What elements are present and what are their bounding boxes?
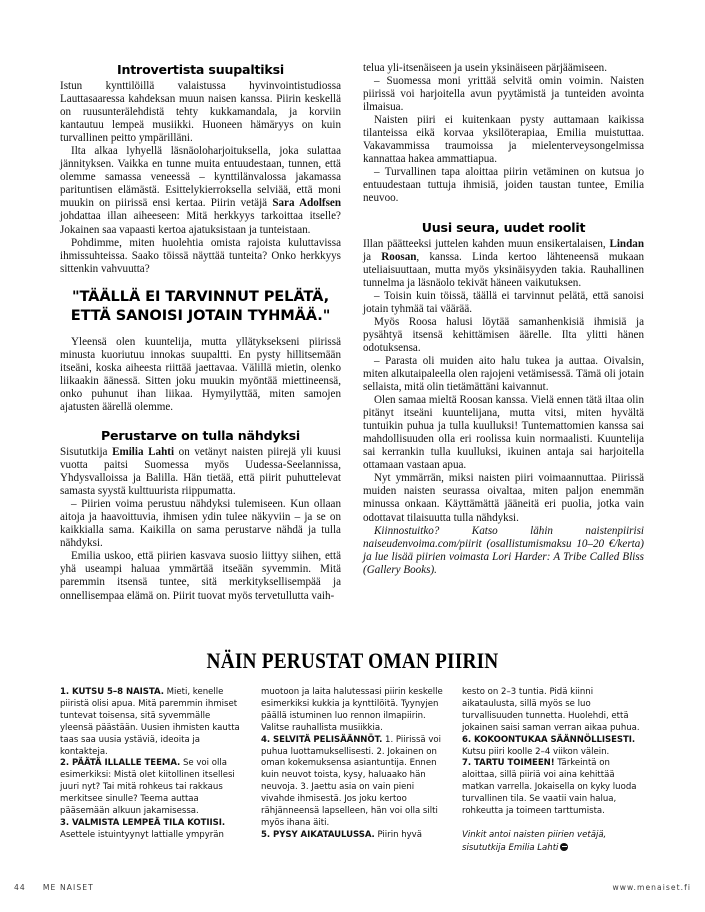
paragraph-text: – Toisin kuin töissä, täällä ei tarvinnut pelätä, että sanoisi jotain tyhmää tai väärää.: [363, 289, 644, 315]
paragraph: [60, 550, 341, 602]
paragraph: [60, 237, 341, 276]
paragraph: [363, 472, 644, 524]
paragraph-text: – Piirien voima perustuu nähdyksi tulemiseen. Kun ollaan aitoja ja haavoittuvia, ihmisen ydin tulee näkyviin – ja se on kaikkialla sama. Kaikilla on sama perustarve nähdä ja tulla nähdyksi.: [60, 498, 341, 550]
paragraph: [60, 498, 341, 550]
paragraph-text: ja: [363, 250, 382, 263]
tip-item: [261, 735, 444, 830]
tip-item: [462, 735, 645, 759]
page-number: 44: [14, 882, 26, 892]
section-heading-perustarve: Perustarve on tulla nähdyksi: [100, 427, 301, 443]
tip-text: kesto on 2–3 tuntia. Pidä kiinni aikataulusta, sillä myös se luo turvallisuuden tunnetta. Huolehdi, että jokainen saisi saman verran aikaa puhua.: [462, 687, 640, 733]
paragraph: [363, 75, 644, 114]
tip-item: [60, 818, 243, 842]
attribution-line-2: sisututkija Emilia Lahti: [462, 842, 559, 853]
paragraph: [60, 336, 341, 414]
tip-number-label: 1. KUTSU 5–8 NAISTA.: [60, 687, 164, 697]
publication-name: ME NAISET: [42, 882, 94, 892]
paragraph-text: Illan päätteeksi juttelen kahden muun ensikertalaisen,: [363, 237, 610, 250]
paragraph: [363, 316, 644, 355]
paragraph: [363, 238, 644, 290]
tip-text: Asettele istuintyynyt lattialle ympyrän: [60, 829, 224, 840]
tip-text: Se voi olla esimerkiksi: Mistä olet kiitollinen itsellesi juuri nyt? Tai mitä rohkeus tai rakkaus merkitsee sinulle? Teema auttaa pääsemään alkuun jakamisessa.: [60, 758, 235, 817]
paragraph: [363, 355, 644, 394]
paragraph-text: – Parasta oli muiden aito halu tukea ja auttaa. Oivalsin, miten alkutaipaleella olen rajojeni vetämisessä. Tämä oli jotain sellaista, mitä olin tietämättäni kaivannut.: [363, 354, 644, 394]
paragraph-text: Sisututkija: [60, 445, 113, 458]
tip-number-label: 2. PÄÄTÄ ILLALLE TEEMA.: [60, 758, 181, 769]
article-column-left: [60, 62, 341, 642]
paragraph-text: – Turvallinen tapa aloittaa piirin vetäminen on kutsua jo entuudestaan tuttuja ihmisiä, joiden taustan tuntee, Emilia neuvoo.: [363, 166, 644, 205]
tip-item-continued: [462, 687, 645, 735]
footnote-text: Kiinnostuitko? Katso lähin naistenpiirisi naiseudenvoima.com/piirit (osallistumismaksu 10–20 €/kerta) ja lue lisää piirien voimasta Lori Harder: A Tribe Called Bliss (Gallery Books).: [363, 524, 644, 576]
sidebar-column-2: [261, 687, 444, 855]
paragraph: [363, 290, 644, 316]
tip-text: Kutsu piiri koolle 2–4 viikon välein.: [462, 746, 610, 757]
paragraph: [363, 62, 644, 75]
sidebar-column-1: [60, 687, 243, 855]
person-name-roosa: Roosan: [381, 250, 417, 263]
paragraph-text: Istun kynttilöillä valaistussa hyvinvointistudiossa Lauttasaaressa kahdeksan muun naisen kanssa. Piirin keskellä on ruusunterälehdistä tehty kukkamandala, ja korviin kantautuu lempeä musiikki. Huoneen hämäryys on kuin turvallinen peitto ympärilläni.: [60, 80, 341, 145]
paragraph: [60, 145, 341, 236]
article-column-right: [363, 62, 644, 642]
tip-number-label: 3. VALMISTA LEMPEÄ TILA KOTIISI.: [60, 817, 226, 828]
footer-left-group: [14, 883, 94, 892]
section-heading-introvertista: Introvertista suupaltiksi: [116, 62, 284, 77]
paragraph-text: Ilta alkaa lyhyellä läsnäoloharjoituksella, joka sulattaa jännityksen. Vaikka en tunne muita entuudestaan, tunnen, että olemme samassa veneessä – kynttilänvalossa jakamassa parituntisen elämästä. Esittelykierroksella selviää, että moni muukin on piirissä ensi kertaa. Piirin vetäjä: [60, 145, 341, 210]
tip-item: [60, 687, 243, 758]
paragraph-text: Pohdimme, miten huolehtia omista rajoista kuluttavissa ihmissuhteissa. Saako töissä näyttää tunteita? Onko herkkyys sittenkin vahvuutta?: [60, 236, 341, 275]
paragraph: [363, 114, 644, 166]
paragraph: [60, 80, 341, 145]
sidebar-title: NÄIN PERUSTAT OMAN PIIRIN: [206, 648, 499, 673]
tip-item: [462, 758, 645, 818]
paragraph-text: johdattaa illan aiheeseen: Mitä herkkyys tarkoittaa itselle? Jokainen saa vapaasti kertoa ajatuksistaan ja tunteistaan.: [60, 210, 341, 236]
paragraph-text: , kanssa. Linda kertoo lähteneensä mukaan uteliaisuuttaan, mutta myös yksinäisyyden takia. Rauhallinen tunnelma ja läsnäolo tekivät häneen vaikutuksen.: [363, 250, 644, 289]
paragraph: [60, 446, 341, 498]
sidebar-attribution: [462, 830, 645, 855]
person-name-emilia-lahti: Emilia Lahti: [112, 445, 175, 458]
tip-text: Piirin hyvä: [374, 829, 422, 840]
tip-item: [60, 758, 243, 818]
paragraph-text: on vetänyt naisten piirejä yli kuusi vuotta paitsi Suomessa myös Uudessa-Seelannissa, Yhdysvalloissa ja Balilla. Hän tietää, että piirit puhuttelevat samasta syystä kulttuurista riippumatta.: [60, 445, 341, 498]
paragraph-text: Olen samaa mieltä Roosan kanssa. Vielä ennen tätä iltaa olin pitänyt itseäni kuuntelijana, mutta vitsi, miten hyvältä tuntuikin puhua ja tulla kuulluksi! Tuntemattomien kanssa sai mahdollisuuden olla eri roolissa kuin normaalisti. Kuuntelija sai kerrankin tulla kuulluksi, ikuinen antaja sai harjoitella ottamaan vastaan apua.: [363, 394, 644, 472]
sidebar-columns: [60, 687, 645, 855]
tip-item: [261, 830, 444, 842]
tip-text: muotoon ja laita halutessasi piirin keskelle esimerkiksi kukkia ja kynttilöitä. Tyynyjen päällä istuminen luo rennon ilmapiirin. Valitse rauhallista musiikkia.: [261, 687, 443, 733]
paragraph: [363, 166, 644, 205]
paragraph: [363, 394, 644, 472]
tip-item-continued: [261, 687, 444, 735]
tip-number-label: 4. SELVITÄ PELISÄÄNNÖT.: [261, 734, 383, 745]
paragraph-text: Yleensä olen kuuntelija, mutta yllätyksekseni piirissä minusta kuoriutuu innokas suupaltti. En pysty hillitsemään itseäni, koska aiheesta riittää jaettavaa. Välillä mietin, olenko liikaakin äänessä. Sitten joku muukin myöntää miettineensä, onko puhunut ihan liikaa. Hymyilyttää, miten samojen ajatusten äärellä olemme.: [60, 335, 341, 413]
tips-sidebar: [60, 648, 645, 863]
article-body: [60, 62, 645, 642]
tip-number-label: 7. TARTU TOIMEEN!: [462, 758, 555, 769]
website-url: www.menaiset.fi: [612, 882, 691, 892]
section-heading-uusi-seura: Uusi seura, uudet roolit: [421, 219, 586, 235]
paragraph-text: – Suomessa moni yrittää selvitä omin voimin. Naisten piirissä voi harjoitella avun pyytämistä ja tunteiden avointa ilmaisua.: [363, 75, 644, 114]
page-footer: [14, 880, 691, 894]
tip-text: 1. Piirissä voi puhua luottamuksellisesti. 2. Jokainen on oman kokemuksensa asiantuntija. Ennen kuin neuvot toista, kysy, haluaako hän neuvoja. 3. Jaettu asia on vain pieni vivahde ihmisestä. Jos joku kertoo rähjänneensä lapselleen, hän voi olla silti myös ihana äiti.: [261, 734, 442, 828]
paragraph-text: telua yli-itsenäiseen ja usein yksinäiseen pärjäämiseen.: [363, 62, 607, 74]
article-footnote: [363, 525, 644, 577]
pull-quote: "TÄÄLLÄ EI TARVINNUT PELÄTÄ, ETTÄ SANOISI JOTAIN TYHMÄÄ.": [70, 287, 331, 325]
sidebar-column-3: [462, 687, 645, 855]
tip-number-label: 5. PYSY AIKATAULUSSA.: [261, 829, 375, 840]
person-name-linda: Lindan: [609, 237, 644, 250]
paragraph-text: Nyt ymmärrän, miksi naisten piiri voimaannuttaa. Piirissä muiden naisten seurassa oivaltaa, miten paljon enemmän minussa onkaan. Käyttämättä jääneitä eri puolia, jotka vain odottavat tilaisuutta tulla nähdyksi.: [363, 472, 644, 524]
paragraph-text: Naisten piiri ei kuitenkaan pysty auttamaan kaikissa tilanteissa eikä korvaa yksilöterapiaa, Emilia muistuttaa. Vakavammissa traumoissa ja mielenterveysongelmissa kannattaa hakea ammattiapua.: [363, 114, 644, 166]
tip-number-label: 6. KOKOONTUKAA SÄÄNNÖLLISESTI.: [462, 734, 636, 745]
tip-text: Mieti, kenelle piiristä olisi apua. Mitä paremmin ihmiset tuntevat toisensa, sitä syvemmälle yleensä päästään. Uusien ihmisten kautta taas saa uusia ystäviä, ideoita ja kontakteja.: [60, 687, 240, 757]
tip-text: Tärkeintä on aloittaa, sillä piiriä voi aina kehittää matkan varrella. Jokaisella on kyky luoda turvallinen tila. Se vaatii vain halua, rohkeutta ja toimeen tarttumista.: [462, 758, 637, 817]
attribution-line-1: Vinkit antoi naisten piirien vetäjä,: [462, 829, 607, 840]
paragraph-text: Emilia uskoo, että piirien kasvava suosio liittyy siihen, että yhä useampi haluaa ymmärtää itseään syvemmin. Mitä paremmin itsensä tuntee, sitä merkityksellisempää ja onnellisempaa elämä on. Piirit tuovat myös tervetullutta vaih-: [60, 550, 341, 602]
end-mark-icon: [560, 843, 568, 851]
paragraph-text: Myös Roosa halusi löytää samanhenkisiä ihmisiä ja pysähtyä itsensä kehittämisen äärelle. Ilta ylitti hänen odotuksensa.: [363, 315, 644, 354]
person-name-sara-adolfsen: Sara Adolfsen: [272, 197, 342, 210]
